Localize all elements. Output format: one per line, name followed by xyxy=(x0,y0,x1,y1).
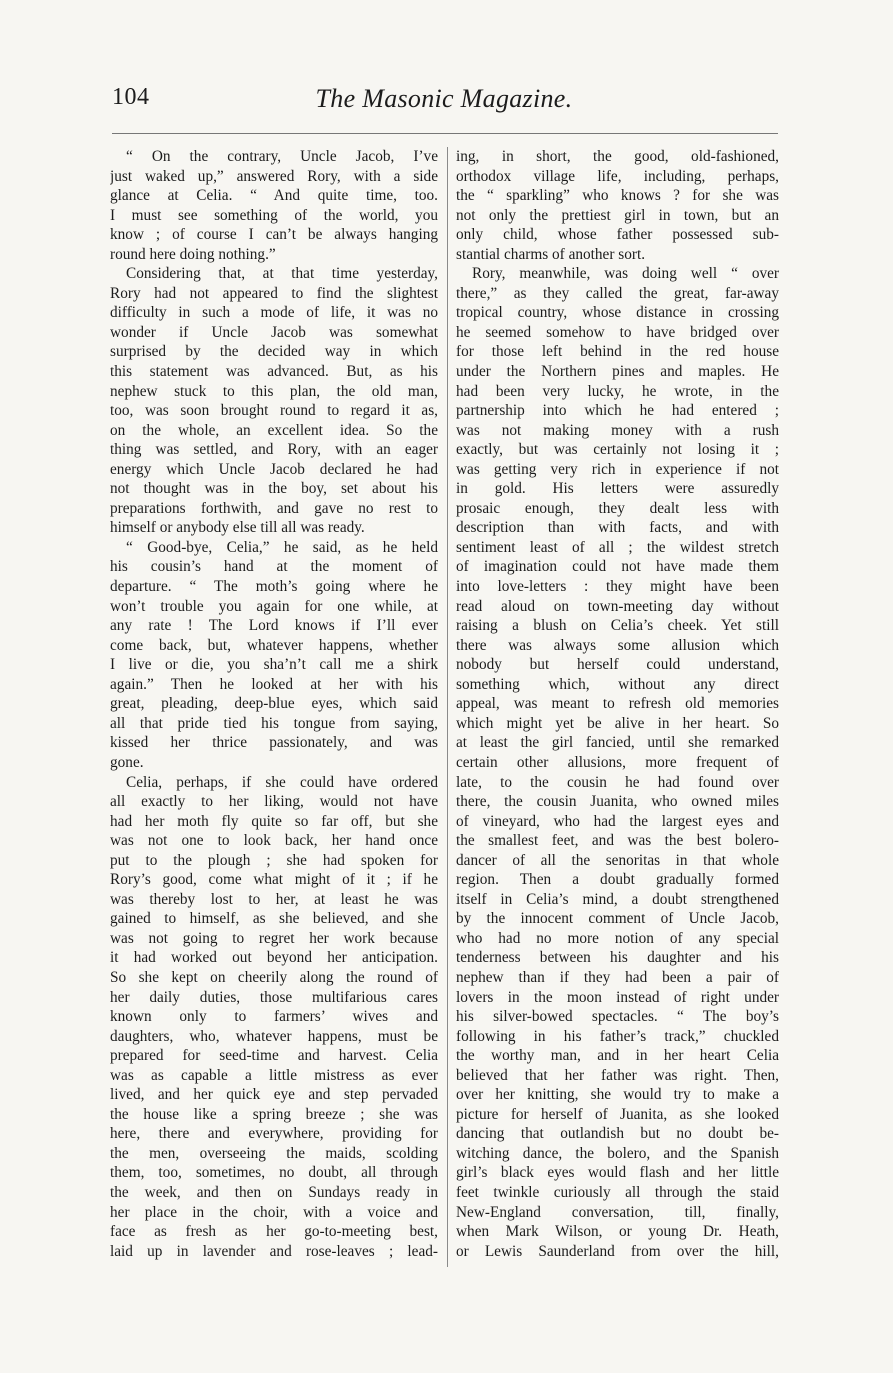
text-line: all that pride tied his tongue from saying, xyxy=(110,714,438,732)
text-line: or Lewis Saunderland from over the hill, xyxy=(456,1242,779,1260)
text-line: all exactly to her liking, would not have xyxy=(110,793,438,811)
text-line: under the Northern pines and maples. He xyxy=(456,363,779,381)
text-line: round here doing nothing.” xyxy=(110,245,276,263)
text-line: tenderness between his daughter and his xyxy=(456,949,779,967)
text-line: kissed her thrice passionately, and was xyxy=(110,734,438,752)
text-line: for those left behind in the red house xyxy=(456,343,779,361)
text-line: the house like a spring breeze ; she was xyxy=(110,1105,438,1123)
text-line: into love-letters : they might have been xyxy=(456,578,779,596)
text-line: departure. “ The moth’s going where he xyxy=(110,578,438,596)
text-line: something which, without any direct xyxy=(456,675,779,693)
text-line: believed that her father was right. Then, xyxy=(456,1066,779,1084)
text-line: difficulty in such a mode of life, it was no xyxy=(110,304,438,322)
text-line: them, too, sometimes, no doubt, all through xyxy=(110,1164,438,1182)
text-line: here, there and everywhere, providing for xyxy=(110,1125,438,1143)
text-line: description than with facts, and with xyxy=(456,519,779,537)
text-line: late, to the cousin he had found over xyxy=(456,773,779,791)
text-line: was not one to look back, her hand once xyxy=(110,832,438,850)
text-line: “ Good-bye, Celia,” he said, as he held xyxy=(126,538,438,556)
text-line: ing, in short, the good, old-fashioned, xyxy=(456,148,779,165)
text-line: this statement was advanced. But, as his xyxy=(110,363,438,381)
header-rule xyxy=(112,133,778,134)
text-line: exactly, but was certainly not losing it ; xyxy=(456,441,779,459)
text-line: surprised by the decided way in which xyxy=(110,343,438,361)
text-line: was getting very rich in experience if not xyxy=(456,460,779,478)
text-line: face as fresh as her go-to-meeting best, xyxy=(110,1223,438,1241)
text-line: the men, overseeing the maids, scolding xyxy=(110,1144,438,1162)
text-line: was not going to regret her work because xyxy=(110,929,438,947)
text-line: witching dance, the bolero, and the Spanish xyxy=(456,1144,779,1162)
text-line: read aloud on town-meeting day without xyxy=(456,597,779,615)
text-line: on the whole, an excellent idea. So the xyxy=(110,421,438,439)
text-line: Rory had not appeared to find the slightest xyxy=(110,284,438,302)
text-line: nobody but herself could understand, xyxy=(456,656,779,674)
text-line: the “ sparkling” who knows ? for she was xyxy=(456,187,779,205)
text-line: the week, and then on Sundays ready in xyxy=(110,1183,438,1201)
text-line: there, the cousin Juanita, who owned miles xyxy=(456,793,779,811)
text-line: of vineyard, who had the largest eyes and xyxy=(456,812,779,830)
text-line: won’t trouble you again for one while, at xyxy=(110,597,438,615)
text-line: himself or anybody else till all was ready. xyxy=(110,519,365,537)
text-line: certain other allusions, more frequent of xyxy=(456,753,779,771)
text-line: tropical country, whose distance in crossing xyxy=(456,304,779,322)
text-line: Rory’s good, come what might of it ; if he xyxy=(110,871,438,889)
text-line: her daily duties, those multifarious cares xyxy=(110,988,438,1006)
text-line: New-England conversation, till, finally, xyxy=(456,1203,779,1221)
text-line: lovers in the moon instead of right under xyxy=(456,988,779,1006)
text-line: I live or die, you sha’n’t call me a shirk xyxy=(110,656,438,674)
text-line: So she kept on cheerily along the round of xyxy=(110,968,438,986)
text-line: over her knitting, she would try to make a xyxy=(456,1086,779,1104)
text-line: which might yet be alive in her heart. So xyxy=(456,714,779,732)
text-line: too, was soon brought round to regard it as, xyxy=(110,402,438,420)
text-line: I must see something of the world, you xyxy=(110,206,438,224)
text-line: dancing that outlandish but no doubt be- xyxy=(456,1125,779,1143)
text-line: not thought was in the boy, set about his xyxy=(110,480,438,498)
text-line: there,” as they called the great, far-away xyxy=(456,284,779,302)
text-line: prepared for seed-time and harvest. Celia xyxy=(110,1047,438,1065)
text-line: thing was settled, and Rory, with an eager xyxy=(110,441,438,459)
text-line: sentiment least of all ; the wildest stretch xyxy=(456,538,779,556)
text-line: raising a blush on Celia’s cheek. Yet still xyxy=(456,617,779,635)
text-line: girl’s black eyes would flash and her little xyxy=(456,1164,779,1182)
text-line: who had no more notion of any special xyxy=(456,929,779,947)
text-line: “ On the contrary, Uncle Jacob, I’ve xyxy=(126,148,438,165)
text-line: daughters, who, whatever happens, must be xyxy=(110,1027,438,1045)
text-line: at least the girl fancied, until she remarked xyxy=(456,734,779,752)
text-line: was thereby lost to her, at least he was xyxy=(110,890,438,908)
text-line: only child, whose father possessed sub- xyxy=(456,226,779,244)
page-header xyxy=(112,84,776,124)
text-line: gone. xyxy=(110,753,144,771)
text-line: appeal, was meant to refresh old memories xyxy=(456,695,779,713)
text-line: come back, but, whatever happens, whether xyxy=(110,636,438,654)
text-line: nephew stuck to this plan, the old man, xyxy=(110,382,438,400)
text-line: was as capable a little mistress as ever xyxy=(110,1066,438,1084)
running-title: The Masonic Magazine. xyxy=(315,84,573,113)
text-line: region. Then a doubt gradually formed xyxy=(456,871,779,889)
text-line: known only to farmers’ wives and xyxy=(110,1008,438,1026)
text-line: her place in the choir, with a voice and xyxy=(110,1203,438,1221)
text-line: Celia, perhaps, if she could have ordered xyxy=(126,773,438,791)
text-line: his cousin’s hand at the moment of xyxy=(110,558,438,576)
text-line: of imagination could not have made them xyxy=(456,558,779,576)
text-line: dancer of all the senoritas in that whole xyxy=(456,851,779,869)
page-number: 104 xyxy=(112,84,150,110)
text-line: when Mark Wilson, or young Dr. Heath, xyxy=(456,1223,779,1241)
text-line: again.” Then he looked at her with his xyxy=(110,675,438,693)
text-line: energy which Uncle Jacob declared he had xyxy=(110,460,438,478)
text-line: was not making money with a rush xyxy=(456,421,779,439)
text-line: picture for herself of Juanita, as she looked xyxy=(456,1105,779,1123)
text-line: put to the plough ; she had spoken for xyxy=(110,851,438,869)
text-line: following in his father’s track,” chuckled xyxy=(456,1027,779,1045)
text-line: prosaic enough, they dealt less with xyxy=(456,499,779,517)
text-line: in gold. His letters were assuredly xyxy=(456,480,779,498)
text-line: orthodox village life, including, perhaps, xyxy=(456,167,779,185)
right-column xyxy=(456,147,779,1261)
text-line: had her moth fly quite so far off, but she xyxy=(110,812,438,830)
text-line: glance at Celia. “ And quite time, too. xyxy=(110,187,438,205)
text-line: gained to himself, as she believed, and she xyxy=(110,910,438,928)
text-line: there was always some allusion which xyxy=(456,636,779,654)
text-line: laid up in lavender and rose-leaves ; lead- xyxy=(110,1242,438,1260)
text-line: itself in Celia’s mind, a doubt strengthened xyxy=(456,890,779,908)
text-line: preparations forthwith, and gave no rest to xyxy=(110,499,438,517)
text-line: the worthy man, and in her heart Celia xyxy=(456,1047,779,1065)
text-line: just waked up,” answered Rory, with a side xyxy=(110,167,438,185)
text-line: it had worked out beyond her anticipation. xyxy=(110,949,438,967)
text-line: stantial charms of another sort. xyxy=(456,245,646,263)
text-line: know ; of course I can’t be always hanging xyxy=(110,226,438,244)
text-line: feet twinkle curiously all through the staid xyxy=(456,1183,779,1201)
text-line: had been very lucky, he wrote, in the xyxy=(456,382,779,400)
text-line: Considering that, at that time yesterday, xyxy=(126,265,438,283)
text-line: any rate ! The Lord knows if I’ll ever xyxy=(110,617,438,635)
text-line: his silver-bowed spectacles. “ The boy’s xyxy=(456,1008,779,1026)
text-line: the smallest feet, and was the best bolero- xyxy=(456,832,779,850)
text-line: wonder if Uncle Jacob was somewhat xyxy=(110,323,438,341)
text-line: not only the prettiest girl in town, but an xyxy=(456,206,779,224)
text-line: by the innocent comment of Uncle Jacob, xyxy=(456,910,779,928)
text-line: nephew than if they had been a pair of xyxy=(456,968,779,986)
text-line: lived, and her quick eye and step pervaded xyxy=(110,1086,438,1104)
left-column xyxy=(110,147,438,1261)
text-line: great, pleading, deep-blue eyes, which said xyxy=(110,695,438,713)
text-line: he seemed somehow to have bridged over xyxy=(456,323,779,341)
text-line: partnership into which he had entered ; xyxy=(456,402,779,420)
text-line: Rory, meanwhile, was doing well “ over xyxy=(472,265,779,283)
column-divider xyxy=(447,147,448,1267)
